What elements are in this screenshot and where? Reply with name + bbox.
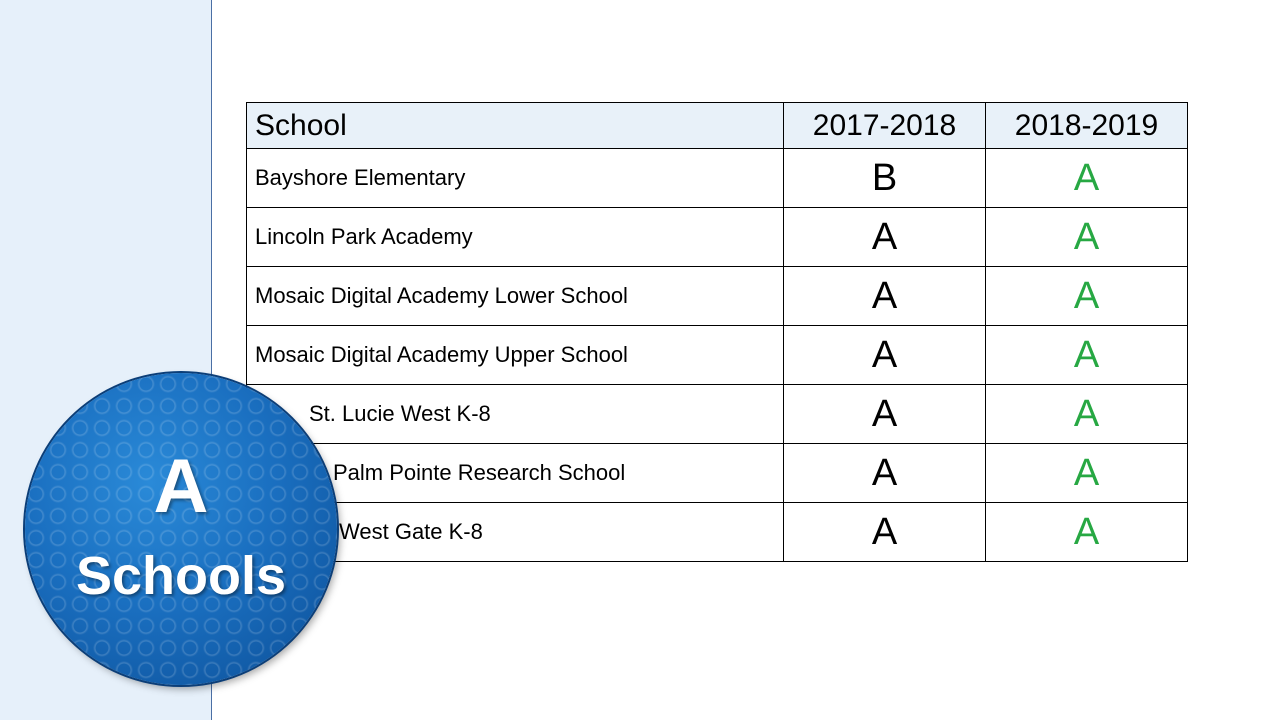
table-row xyxy=(247,149,1188,208)
school-name: St. Lucie West K-8 xyxy=(247,385,784,444)
grade-2018-2019: A xyxy=(986,385,1188,444)
school-name: Lincoln Park Academy xyxy=(247,208,784,267)
grade-2017-2018: A xyxy=(784,385,986,444)
school-name: West Gate K-8 xyxy=(247,503,784,562)
table-row xyxy=(247,444,1188,503)
school-name: Mosaic Digital Academy Lower School xyxy=(247,267,784,326)
grade-2017-2018: B xyxy=(784,149,986,208)
header-school: School xyxy=(247,103,784,149)
badge-word: Schools xyxy=(75,546,287,606)
grade-2017-2018: A xyxy=(784,503,986,562)
header-2018-2019: 2018-2019 xyxy=(986,103,1188,149)
header-2017-2018: 2017-2018 xyxy=(784,103,986,149)
table-row xyxy=(247,385,1188,444)
a-schools-badge xyxy=(25,373,337,685)
grade-2018-2019: A xyxy=(986,326,1188,385)
school-name: Bayshore Elementary xyxy=(247,149,784,208)
grade-2018-2019: A xyxy=(986,149,1188,208)
badge-letter: A xyxy=(153,444,209,529)
grade-2017-2018: A xyxy=(784,267,986,326)
grade-2017-2018: A xyxy=(784,326,986,385)
grade-2017-2018: A xyxy=(784,208,986,267)
school-grades-table xyxy=(246,102,1188,562)
grade-2018-2019: A xyxy=(986,444,1188,503)
table-row xyxy=(247,208,1188,267)
grade-2017-2018: A xyxy=(784,444,986,503)
table-row xyxy=(247,503,1188,562)
grade-2018-2019: A xyxy=(986,503,1188,562)
table-header-row xyxy=(247,103,1188,149)
school-name: Mosaic Digital Academy Upper School xyxy=(247,326,784,385)
school-name: Palm Pointe Research School xyxy=(247,444,784,503)
grade-2018-2019: A xyxy=(986,208,1188,267)
grade-2018-2019: A xyxy=(986,267,1188,326)
table-row xyxy=(247,267,1188,326)
table-row xyxy=(247,326,1188,385)
